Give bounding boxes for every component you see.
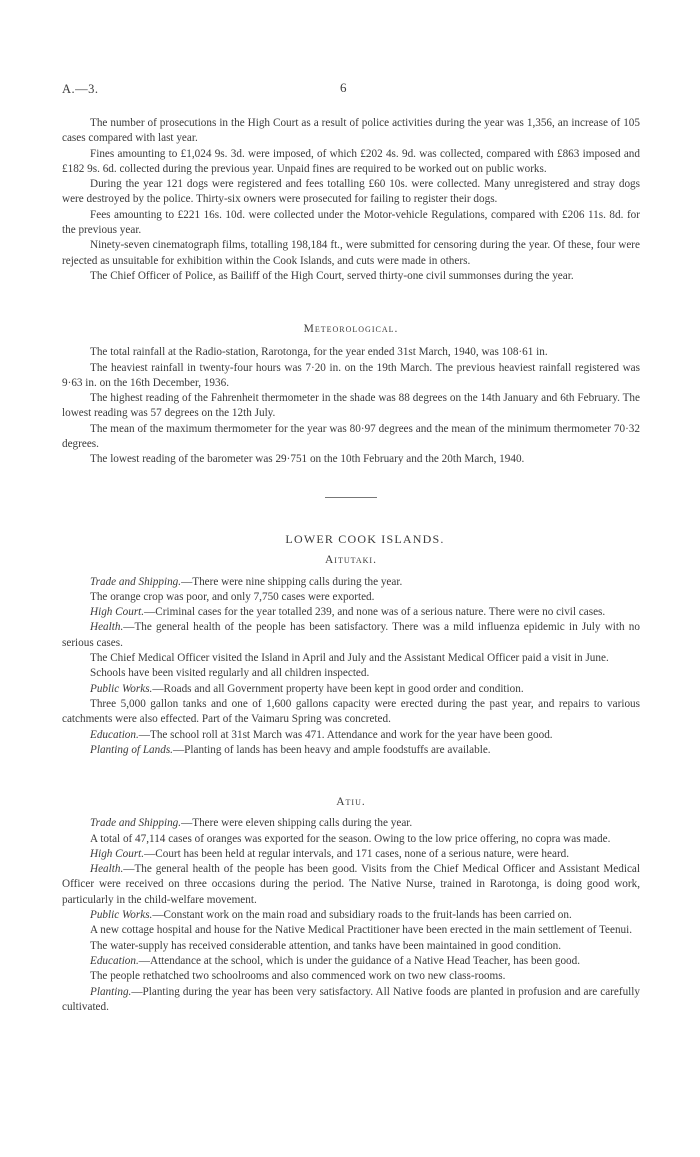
paragraph: A new cottage hospital and house for the Native Medical Practitioner have been erected in the main settlement of Teenui.: [90, 924, 633, 937]
side-heading: Trade and Shipping.: [90, 575, 182, 588]
paragraph: The number of prosecutions in the High Court as a result of police activities during the year was 1,356, an increase of 105 cases compared with last year.: [62, 117, 640, 145]
paragraph: Planting.—Planting during the year has been very satisfactory. All Native foods are planted in profusion and are carefully cultivated.: [62, 985, 640, 1013]
side-heading: Health.: [90, 863, 124, 876]
paragraph: Trade and Shipping.—There were eleven shipping calls during the year.: [90, 817, 413, 830]
paragraph: During the year 121 dogs were registered and fees totalling £60 10s. were collected. Many unregistered and stray dogs were destroyed by the police. Thirty-six owners were prosecuted for failing to register their dogs.: [62, 178, 640, 206]
side-heading: Education.: [90, 954, 139, 967]
police-section: [62, 116, 640, 284]
paragraph: Public Works.—Roads and all Government property have been kept in good order and condition.: [90, 682, 524, 695]
paragraph: The lowest reading of the barometer was 29·751 on the 10th February and the 20th March, 1940.: [90, 453, 525, 466]
paragraph: Health.—The general health of the people has been satisfactory. There was a mild influenza epidemic in July with no serious cases.: [62, 621, 640, 649]
side-heading: High Court.: [90, 847, 145, 860]
side-heading: Public Works.: [90, 909, 153, 922]
paragraph: The orange crop was poor, and only 7,750 cases were exported.: [90, 590, 375, 603]
paragraph: High Court.—Criminal cases for the year totalled 239, and none was of a serious nature. There were no civil cases.: [90, 606, 606, 619]
paragraph: A total of 47,114 cases of oranges was exported for the season. Owing to the low price offering, no copra was made.: [90, 832, 611, 845]
paragraph: Ninety-seven cinematograph films, totalling 198,184 ft., were submitted for censoring during the year. Of these, four were rejected as unsuitable for exhibition within the Cook Islands, and cuts were made in others.: [62, 239, 640, 267]
side-heading: Planting of Lands.: [90, 743, 173, 756]
paragraph: Three 5,000 gallon tanks and one of 1,600 gallons capacity were erected during the past year, and repairs to various catchments were also effected. Part of the Vaimaru Spring was concreted.: [62, 697, 640, 726]
side-heading: Public Works.: [90, 682, 153, 695]
paragraph: Trade and Shipping.—There were nine shipping calls during the year.: [90, 575, 403, 588]
paragraph: Fees amounting to £221 16s. 10d. were collected under the Motor-vehicle Regulations, compared with £206 11s. 8d. for the previous year.: [62, 208, 640, 237]
paragraph: The mean of the maximum thermometer for the year was 80·97 degrees and the mean of the minimum thermometer 70·32 degrees.: [62, 422, 640, 451]
divider: [325, 497, 377, 498]
page-number: 6: [340, 80, 347, 95]
paragraph: The highest reading of the Fahrenheit thermometer in the shade was 88 degrees on the 14th January and 6th February. The lowest reading was 57 degrees on the 12th July.: [62, 392, 640, 420]
page-ref: A.—3.: [62, 82, 99, 96]
paragraph: The people rethatched two schoolrooms and also commenced work on two new class-rooms.: [90, 970, 506, 983]
main-heading: LOWER COOK ISLANDS.: [285, 532, 445, 546]
paragraph: Fines amounting to £1,024 9s. 3d. were imposed, of which £202 4s. 9d. was collected, compared with £863 imposed and £182 9s. 6d. collected during the previous year. Unpaid fines are required to be worked out on public works.: [62, 147, 640, 175]
atiu-section: [62, 795, 640, 1015]
paragraph: Schools have been visited regularly and all children inspected.: [90, 667, 370, 680]
paragraph: Education.—Attendance at the school, which is under the guidance of a Native Head Teacher, has been good.: [90, 954, 581, 967]
paragraph: Public Works.—Constant work on the main road and subsidiary roads to the fruit-lands has been carried on.: [90, 909, 572, 922]
paragraph: The Chief Medical Officer visited the Island in April and July and the Assistant Medical Officer paid a visit in June.: [90, 652, 609, 665]
side-heading: Planting.: [90, 985, 132, 998]
paragraph: The total rainfall at the Radio-station, Rarotonga, for the year ended 31st March, 1940, was 108·61 in.: [90, 346, 548, 359]
section-heading: Aitutaki.: [325, 554, 377, 567]
side-heading: Education.: [90, 728, 139, 741]
paragraph: The heaviest rainfall in twenty-four hours was 7·20 in. on the 19th March. The previous heaviest rainfall registered was 9·63 in. on the 16th December, 1936.: [62, 361, 640, 389]
section-heading: Meteorological.: [303, 323, 399, 335]
paragraph: High Court.—Court has been held at regular intervals, and 171 cases, none of a serious nature, were heard.: [90, 847, 570, 860]
paragraph: Education.—The school roll at 31st March was 471. Attendance and work for the year have been good.: [90, 728, 553, 741]
paragraph: Health.—The general health of the people has been good. Visits from the Chief Medical Officer and Assistant Medical Officer were received on three occasions during the period. The Native Nurse, trained in Rarotonga, is doing good work, particularly in the child-welfare movement.: [62, 863, 640, 906]
side-heading: High Court.: [90, 606, 145, 619]
meteorological-section: [62, 322, 640, 468]
section-heading: Atiu.: [336, 796, 366, 808]
paragraph: Planting of Lands.—Planting of lands has been heavy and ample foodstuffs are available.: [90, 743, 491, 756]
side-heading: Trade and Shipping.: [90, 817, 182, 830]
aitutaki-section: [62, 532, 640, 758]
paragraph: The Chief Officer of Police, as Bailiff of the High Court, served thirty-one civil summonses during the year.: [90, 269, 574, 282]
side-heading: Health.: [90, 621, 124, 634]
paragraph: The water-supply has received considerable attention, and tanks have been maintained in good condition.: [90, 939, 562, 952]
